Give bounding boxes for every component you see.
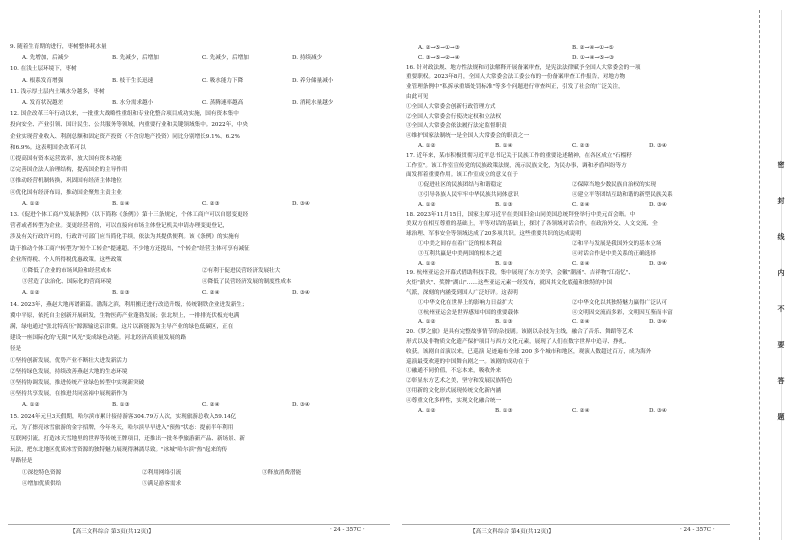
- seal-mark: 要: [777, 340, 785, 349]
- answer-option: A. 先增加，后减少: [22, 55, 69, 62]
- answer-option: ③营造了法治化、国际化的营商环境: [22, 279, 112, 286]
- question-line: 助于推动个体工商户转型为"短个工转企"提速超。不少地方还提出，"个转企"经营主体可享有减征: [10, 245, 250, 252]
- question-line: 火炬"薪火"、奖牌"湖山"……这些亚运元素一经发布，就因其文化底蕴和独特的中国: [406, 280, 613, 287]
- question-line: 19. 杭州亚运会开幕式借助科技手段，集中展现了东方美学，会徽"潮涌"、吉祥物"江南忆"、: [406, 270, 634, 277]
- answer-option: ①促进社区的民族团结与和谐稳定: [418, 182, 502, 189]
- answer-option: ②和平与发展是我国外交的基本立场: [572, 241, 662, 247]
- question-line: ④优化国有经济布局，推动国企聚焦主责主业: [10, 189, 122, 196]
- answer-option: A. ①②: [418, 407, 436, 414]
- answer-option: B. ①④: [495, 143, 513, 149]
- question-line: 互联网引流，打造冰天雪地里的世界等传统王牌项目，还推出一批冬季旅游新产品、新场景、新: [10, 436, 245, 442]
- answer-option: B. 水分需求越小: [112, 100, 154, 106]
- question-line: 球治理、军事安全等领域达成了20多项共识。这些重要共识的达成说明: [406, 231, 581, 238]
- answer-option: B. ①③: [112, 290, 130, 297]
- answer-option: C. 蒸腾速率越高: [202, 100, 244, 106]
- answer-option: ④对话合作是中美关系的正确选择: [572, 250, 656, 257]
- question-line: 涉及有关行政许可的，行政许可部门应当简化手续，依法为其提供便利。该《条例》的实施有: [10, 234, 240, 241]
- answer-option: ②保障当地少数民族自治权的实现: [572, 182, 656, 189]
- question-line: 11. 浅示厚土层内土壤水分越多，枣树: [10, 88, 105, 95]
- question-line: 导路径是: [10, 458, 33, 465]
- answer-option: ③杭州亚运会是世界感知中国的重要载体: [418, 309, 519, 316]
- answer-option: A. ①②: [418, 143, 436, 149]
- answer-option: D. ③④: [292, 402, 310, 409]
- answer-option: C. ②④: [202, 290, 220, 297]
- question-line: ②全国人大常委会行使决定权和立法权: [406, 113, 502, 120]
- question-line: 16. 针对政法规、地方性法规和司法解释开展备案审查，是宪法法律赋予全国人大常委会的一项: [406, 64, 641, 71]
- answer-option: D. ③④: [292, 200, 310, 207]
- answer-option: D. ③④: [649, 201, 667, 208]
- answer-option: C. ②④: [202, 402, 220, 409]
- answer-option: D. ③④: [649, 319, 667, 326]
- question-line: 元，为了擦亮冰雪旅游的金字招牌，今年冬天，哈尔滨早早进入"预热"状态：提前半年利用: [10, 424, 234, 431]
- question-line: 20.《梦之旅》是具有完整故事情节的杂技剧。该剧以杂技为主线，融合了音乐、舞蹈等艺术: [406, 329, 634, 336]
- answer-option: ③互利共赢是中美两国的根本之道: [418, 250, 502, 257]
- answer-option: C. ②③: [572, 143, 590, 149]
- question-line: 面发挥着重要作用。该工作室成立的意义在于: [406, 172, 518, 179]
- answer-option: A. 发育状况越差: [22, 100, 64, 106]
- left-footer-rule: [8, 524, 390, 525]
- question-line: 企业实现营业收入、利润总额和固定资产投资（不含房地产投资）同比分别增长9.1%、6.2%: [10, 133, 240, 140]
- question-line: 形式以及非物质文化遗产保护项目与西方文化元素，展现了人们在数字世界中追寻、挣扎、: [406, 339, 630, 345]
- right-page-code: · 24 - 357C ·: [680, 527, 715, 533]
- question-line: ①全国人大常委会创新行政管理方式: [406, 103, 496, 110]
- answer-option: C. ②④: [572, 201, 590, 208]
- answer-option: C. 吸水能力下降: [202, 77, 244, 84]
- answer-option: ①中美之间存在着广泛的根本利益: [418, 241, 502, 247]
- question-line: 15. 2024年元旦3天假期，哈尔滨市累计接待游客304.79万人次，实现旅游总收入59.14亿: [10, 413, 237, 420]
- answer-option: D. 消耗水量越少: [292, 100, 334, 106]
- question-line: 冀中平原，依托自主创新开展研发，生物医药产业蓬勃发展；张北坝上，一排排光伏板充电满: [10, 312, 240, 319]
- question-line: 工作室"。该工作室宣传党的民族政策法规，流示民族文化，为民办事，调和矛盾纠纷等方: [406, 162, 627, 169]
- question-line: ④维护国家法制统一是全国人大常委会的职责之一: [406, 133, 530, 140]
- answer-option: B. ①③: [112, 402, 130, 409]
- answer-option: B. ①③: [495, 201, 513, 208]
- answer-option: ①深挖特色资源: [22, 469, 62, 476]
- answer-option: B. ①④: [112, 200, 130, 207]
- question-line: 由此可见: [406, 94, 429, 100]
- seal-margin: [735, 0, 800, 546]
- question-line: 10. 在浅土层环境下，枣树: [10, 66, 77, 73]
- question-line: 重要职权。2023年8月，全国人大常委会法工委公布的一份备案审查工作报告，对地方物: [406, 74, 626, 81]
- answer-option: ④建立平等团结互助和谐的新型民族关系: [572, 192, 673, 198]
- question-line: 建设一座国际化的'无限'"风光"变成绿色动能。河北经济高质量发展的路: [10, 335, 187, 342]
- right-footer-rule: [402, 524, 730, 525]
- answer-option: A. ①②: [418, 201, 436, 208]
- answer-option: B. 先减少，后增加: [112, 55, 159, 62]
- answer-option: ④增加优质供给: [22, 480, 62, 487]
- answer-option: A. ②→⑤→①→③: [418, 45, 460, 51]
- seal-mark: 密: [777, 160, 785, 169]
- answer-option: D. ③④: [649, 407, 667, 414]
- right-page-label: 【高三文科综合 第4页(共12页)】: [470, 529, 554, 535]
- answer-option: A. ①②: [22, 200, 40, 207]
- question-line: ③全国人大常委会依法履行法定监督职责: [406, 123, 507, 130]
- question-line: ①坚持创新发展，优势产业不断壮大进发新活力: [10, 357, 128, 364]
- answer-option: A. ①②: [22, 290, 40, 297]
- question-line: 18. 2023年11月15日，国家主席习近平在美国旧金山同美国总统拜登举行中美元首会晤。中: [406, 211, 636, 218]
- seal-mark: 题: [777, 412, 785, 421]
- answer-option: B. ①③: [495, 260, 513, 267]
- question-line: 企业所得税、个人所得税优惠政策。这些政策: [10, 256, 122, 263]
- seal-mark: 答: [777, 376, 785, 385]
- answer-option: C. ②④: [572, 319, 590, 326]
- answer-option: D. ③④: [649, 260, 667, 267]
- seal-mark: 不: [777, 304, 785, 313]
- question-line: ①融通不同价值，不忘本来，吸收外来: [406, 368, 502, 375]
- answer-option: ①中华文化在世界上的影响力日益扩大: [418, 299, 514, 306]
- answer-option: A. ①②: [22, 402, 40, 409]
- seal-dashed-line: [759, 10, 760, 540]
- answer-option: D. ①→④→⑤→③: [572, 54, 614, 61]
- seal-mark: 线: [777, 232, 785, 241]
- question-line: ④尊重文化多样性，实现文化融合统一: [406, 397, 502, 404]
- answer-option: B. ①③: [495, 319, 513, 326]
- answer-option: D. 持续减少: [292, 55, 323, 62]
- question-line: ③推动经营机制转换，巩固国有经济主体地位: [10, 178, 122, 185]
- answer-option: A. ①②: [418, 319, 436, 326]
- question-line: 巡演最受欢迎的中国舞台剧之一。该剧的成功在于: [406, 358, 530, 365]
- answer-option: ④降低了民营经济发展的制度性成本: [202, 279, 292, 286]
- question-line: 和6.9%。这表明国企改革可以: [10, 144, 86, 151]
- answer-option: ②有利于促进民营经济发展壮大: [202, 268, 281, 274]
- question-line: 径是: [10, 346, 22, 353]
- question-line: 气派，深刻的内涵受到国人广泛好评。这表明: [406, 290, 518, 296]
- answer-option: ②中华文化以其独特魅力赢得广泛认可: [572, 299, 668, 306]
- answer-option: C. 先减少，后增加: [202, 55, 249, 62]
- question-line: 收获。该剧自首演以来，已巡演 足迹遍布全球 200 多个城市和地区，观演人数超过百万，成为海外: [406, 348, 652, 355]
- question-line: ③用新的文化形式展现传统文化新内涵: [406, 388, 502, 394]
- question-line: ②坚持绿色发展，持续改善燕赵大地的生态环境: [10, 368, 128, 375]
- question-line: 美双方在相互尊重的基础上，平等对话的基础上，探讨了各领域对话合作，在政治外交、人文交流、全: [406, 221, 658, 228]
- answer-option: B. ①③: [495, 407, 513, 414]
- answer-option: ③引导各族人民牢牢中华民族共同体意识: [418, 192, 519, 198]
- answer-option: ⑤满足游客需求: [142, 480, 182, 487]
- question-line: 满，绿电通过"张北特高压"源源输送京津冀。这片以新能源为主导产业的绿色低碳区，正在: [10, 324, 234, 330]
- answer-option: ③释放消费潜能: [262, 469, 302, 476]
- answer-option: D. 养分储量减小: [292, 77, 334, 84]
- question-line: ①提高国有资本运营效率，放大国有资本功能: [10, 156, 122, 162]
- answer-option: B. ②→④→①→⑤: [572, 45, 614, 51]
- answer-option: ④文明因交流而多彩，文明因互鉴而丰富: [572, 309, 673, 316]
- question-line: 营者或者转型为企业。变更经营者的，可以直接向市场主体登记机关申请办理变更登记，: [10, 223, 229, 230]
- answer-option: D. ③④: [649, 143, 667, 149]
- question-line: 17. 近年来，某市积极贯彻习近平总书记关于民族工作的重要论述精神，在各区成立"石榴籽: [406, 152, 632, 159]
- answer-option: ②利用网络引流: [142, 469, 182, 476]
- question-line: ③坚持协调发展，推进传统产业绿色转型中实现新突破: [10, 380, 145, 386]
- question-line: 投向安全、产业引领、国计民生、公共服务等领域，内重要行业和关键领域集中。2022年，中央: [10, 122, 248, 129]
- answer-option: C. ②④: [572, 407, 590, 414]
- left-page-label: 【高三文科综合 第3页(共12页)】: [70, 529, 154, 535]
- answer-option: C. ②③: [202, 200, 220, 207]
- left-page-code: · 24 - 357C ·: [330, 527, 365, 533]
- question-line: 9. 随着生育期的进行，枣树整体耗水量: [10, 44, 107, 50]
- answer-option: B. 枝干生长迅速: [112, 77, 154, 84]
- seal-mark: 封: [777, 196, 785, 205]
- question-line: 14. 2023年，燕赵大地再谱新篇。渤海之滨，利用搬迁进行改造升级，传统钢铁企业迸发新生；: [10, 301, 248, 308]
- answer-option: A. ①②: [418, 260, 436, 267]
- answer-option: D. ③④: [292, 290, 310, 297]
- answer-option: A. 根系发育增强: [22, 77, 64, 84]
- answer-option: ①降低了企业的市场风险和经营成本: [22, 268, 112, 274]
- question-line: ④坚持共享发展，在推进共同富裕中展现新作为: [10, 391, 128, 398]
- seal-mark: 内: [777, 268, 785, 277]
- question-line: 12. 国企改革三年行动以来，一批重大战略性重组和专业化整合项目成功实施，国有资本集中: [10, 111, 239, 118]
- question-line: 玩法，把东北地区优质冰雪资源的独特魅力展现得淋漓尽致。"冰城"哈尔滨"热"起来的传: [10, 447, 228, 454]
- question-line: ②彰显东方艺术之美，坚守和发展民族特色: [406, 378, 513, 385]
- question-line: 13.《促进个体工商户发展条例》（以下简称《条例》）第十三条规定，个体工商户可以自愿变更经: [10, 212, 249, 218]
- answer-option: C. ③→⑤→②→④: [418, 54, 460, 61]
- question-line: ②完善国企法人治理结构，提高国企的主导作用: [10, 167, 128, 174]
- answer-option: C. ②④: [572, 260, 590, 267]
- question-line: 业管理条例中"私拆承重墙处罚标准"等多个问题进行审查纠正，引发了社会的广泛关注，: [406, 84, 624, 91]
